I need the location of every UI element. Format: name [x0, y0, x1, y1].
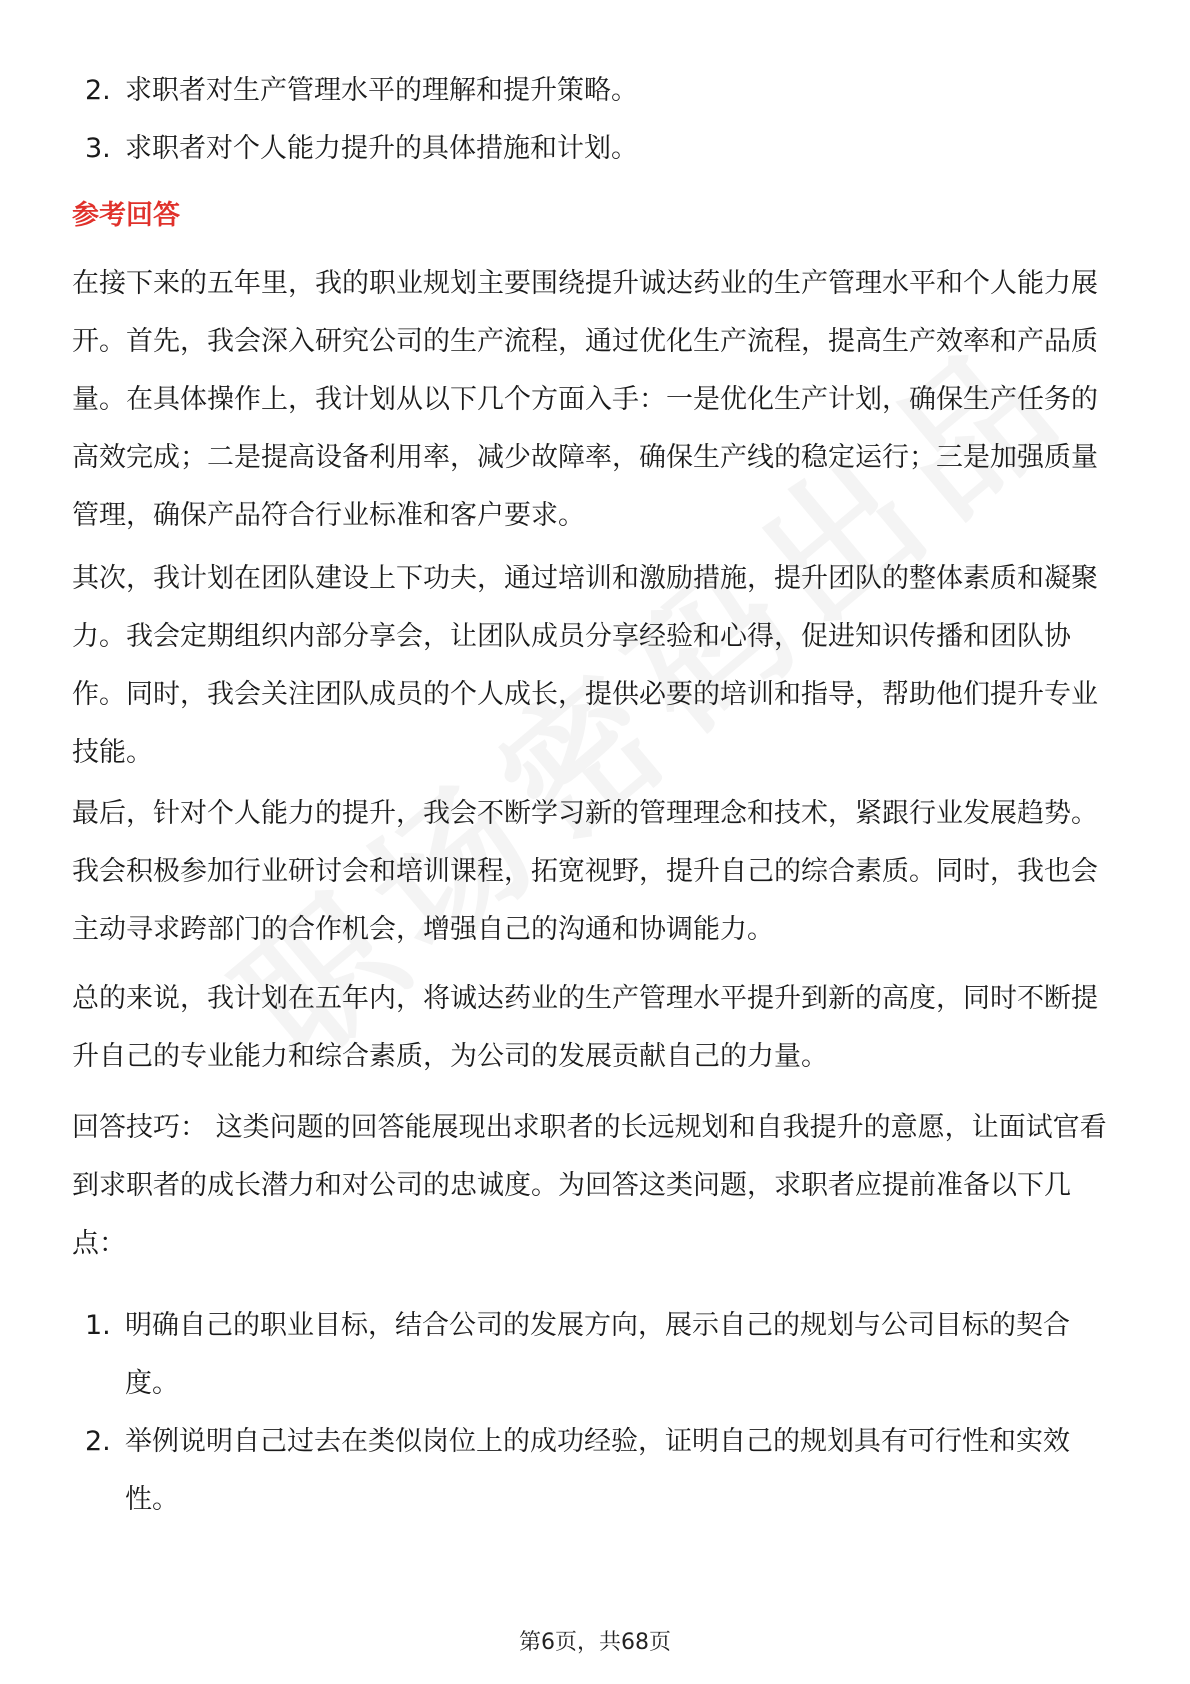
list-text: 举例说明自己过去在类似岗位上的成功经验，证明自己的规划具有可行性和实效性。: [125, 1426, 1070, 1515]
paragraph-3: 最后，针对个人能力的提升，我会不断学习新的管理理念和技术，紧跟行业发展趋势。我会积极参加行业研讨会和培训课程，拓宽视野，提升自己的综合素质。同时，我也会主动寻求跨部门的合作机会，增强自己的沟通和协调能力。: [72, 798, 1098, 945]
answer-heading: 参考回答: [72, 200, 180, 231]
list-text: 求职者对生产管理水平的理解和提升策略。: [125, 75, 638, 106]
list-number: 2.: [85, 75, 111, 106]
tips-paragraph: 回答技巧： 这类问题的回答能展现出求职者的长远规划和自我提升的意愿，让面试官看到求职者的成长潜力和对公司的忠诚度。为回答这类问题，求职者应提前准备以下几点：: [72, 1112, 1107, 1259]
tips-list: [0, 1297, 1190, 1529]
page-footer: 第6页，共68页: [519, 1630, 671, 1655]
list-item: [0, 62, 1190, 120]
top-list: [0, 62, 1190, 178]
list-number: 3.: [85, 133, 111, 164]
paragraph-4: 总的来说，我计划在五年内，将诚达药业的生产管理水平提升到新的高度，同时不断提升自己的专业能力和综合素质，为公司的发展贡献自己的力量。: [72, 983, 1098, 1072]
list-text: 明确自己的职业目标，结合公司的发展方向，展示自己的规划与公司目标的契合度。: [125, 1310, 1070, 1399]
list-item: [0, 120, 1190, 178]
list-number: 2.: [85, 1426, 111, 1457]
list-item: [0, 1413, 1190, 1529]
paragraph-2: 其次，我计划在团队建设上下功夫，通过培训和激励措施，提升团队的整体素质和凝聚力。我会定期组织内部分享会，让团队成员分享经验和心得，促进知识传播和团队协作。同时，我会关注团队成员的个人成长，提供必要的培训和指导，帮助他们提升专业技能。: [72, 563, 1098, 768]
paragraph-1: 在接下来的五年里，我的职业规划主要围绕提升诚达药业的生产管理水平和个人能力展开。首先，我会深入研究公司的生产流程，通过优化生产流程，提高生产效率和产品质量。在具体操作上，我计划从以下几个方面入手：一是优化生产计划，确保生产任务的高效完成；二是提高设备利用率，减少故障率，确保生产线的稳定运行；三是加强质量管理，确保产品符合行业标准和客户要求。: [72, 268, 1098, 531]
list-text: 求职者对个人能力提升的具体措施和计划。: [125, 133, 638, 164]
list-item: [0, 1297, 1190, 1413]
list-number: 1.: [85, 1310, 111, 1341]
